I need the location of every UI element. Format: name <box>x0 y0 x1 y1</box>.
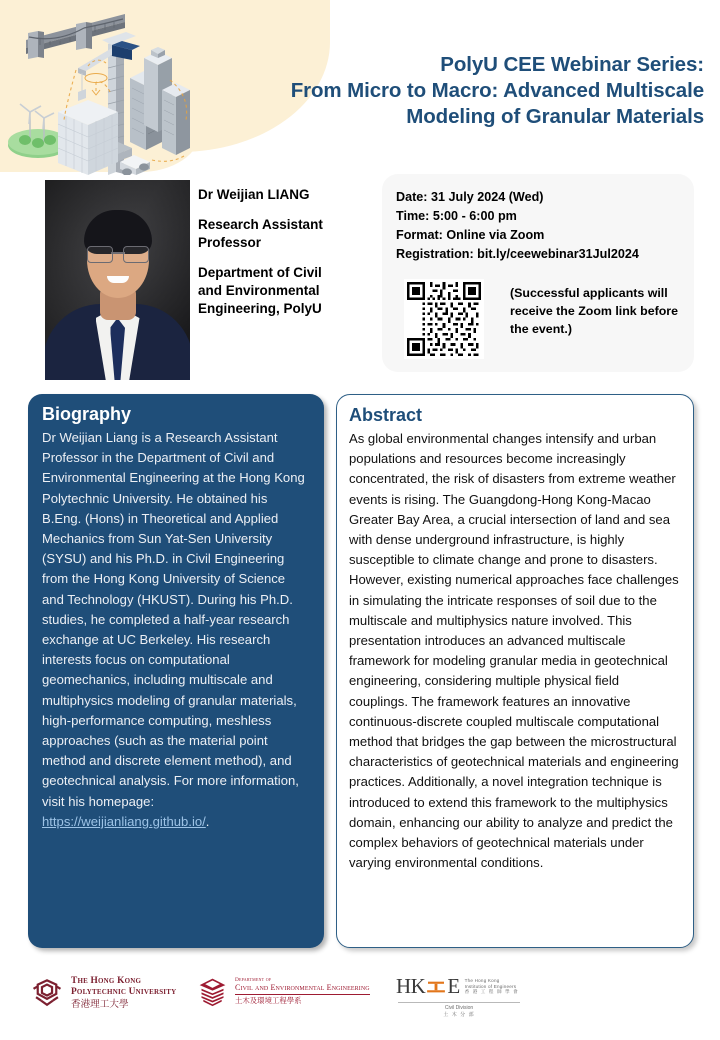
title-line-3: Modeling of Granular Materials <box>406 105 704 128</box>
event-format: Format: Online via Zoom <box>396 228 545 242</box>
hkie-division-english: Civil Division <box>444 1004 474 1011</box>
speaker-photo <box>45 180 190 380</box>
qr-code-icon <box>407 282 481 356</box>
glasses-icon <box>87 246 149 262</box>
speaker-affiliation <box>198 264 376 318</box>
polyu-name-line-2: Polytechnic University <box>71 986 177 997</box>
polyu-logo <box>30 976 176 1010</box>
affiliation-line-3: Engineering, PolyU <box>198 301 322 316</box>
city-construction-illustration <box>0 0 200 175</box>
biography-body-before-link: Dr Weijian Liang is a Research Assistant Professor in the Department of Civil and Environmental Engineering at the Hong Kong Polytechnic University. He obtained his B.Eng. (Hons) in Theoretical and Applied Mechanics from Sun Yat-Sen University (SYSU) and his Ph.D. in Civil Engineering from the Hong Kong University of Science and Technology (HKUST). During his Ph.D. studies, he completed a half-year research exchange at UC Berkeley. His research interests focus on computational geomechanics, including multiscale and multiphysics modeling of granular materials, high-performance computing, meshless approaches (such as the material point method and discrete element method), and geotechnical analysis. For more information, visit his homepage: <box>42 430 305 809</box>
speaker-name: Dr Weijian LIANG <box>198 187 310 202</box>
biography-body-after-link: . <box>205 813 210 829</box>
speaker-details <box>198 186 376 318</box>
polyu-logo-text <box>71 976 176 1010</box>
biography-heading: Biography <box>42 404 132 424</box>
event-date: Date: 31 July 2024 (Wed) <box>396 190 544 204</box>
cee-name-chinese: 土木及環境工程學系 <box>235 995 302 1005</box>
qr-note: (Successful applicants will receive the Zoom link before the event.) <box>510 286 679 336</box>
biography-panel <box>28 394 324 948</box>
event-info-card <box>382 174 694 372</box>
hkie-wordmark-right: E <box>447 974 460 998</box>
biography-text <box>42 428 310 832</box>
poster-footer <box>0 962 720 1040</box>
hkie-name-line-2: Institution of Engineers <box>464 983 517 989</box>
speaker-role <box>198 216 376 252</box>
hkie-divider <box>398 1002 520 1003</box>
speaker-role-line-2: Professor <box>198 235 262 250</box>
title-line-1: PolyU CEE Webinar Series: <box>440 53 704 76</box>
registration-qr-code[interactable] <box>404 279 484 359</box>
polyu-name-line-1: The Hong Kong <box>71 976 142 986</box>
title-line-2: From Micro to Macro: Advanced Multiscale <box>290 79 704 102</box>
homepage-link[interactable]: https://weijianliang.github.io/ <box>42 813 206 829</box>
cee-department-logo <box>196 975 370 1008</box>
hkie-bridge-icon <box>426 979 446 995</box>
abstract-panel <box>336 394 694 948</box>
event-info-lines <box>396 188 688 264</box>
speaker-smile <box>107 276 129 283</box>
affiliation-line-2: and Environmental <box>198 283 320 298</box>
hkie-wordmark-row <box>396 974 520 999</box>
affiliation-line-1: Department of Civil <box>198 265 322 280</box>
page-title <box>184 52 704 130</box>
hkie-name-chinese: 香 港 工 程 師 學 會 <box>464 989 519 995</box>
abstract-heading: Abstract <box>349 405 423 425</box>
hkie-division-chinese: 土 木 分 部 <box>443 1011 475 1018</box>
event-registration-link[interactable]: Registration: bit.ly/ceewebinar31Jul2024 <box>396 247 639 261</box>
cee-name-line-2: Civil and Environmental Engineering <box>235 983 370 995</box>
event-time: Time: 5:00 - 6:00 pm <box>396 209 517 223</box>
cee-name-line-1: Department of <box>235 977 272 983</box>
speaker-role-line-1: Research Assistant <box>198 217 323 232</box>
cee-logo-text <box>235 975 370 1005</box>
abstract-text: As global environmental changes intensify and urban populations and resources become increasingly concentrated, the risk of disasters from extreme weather events is rising. The Guangdong-Hong Kong-Macao Greater Bay Area, a crucial intersection of land and sea with dense underground infrastructure, is highly susceptible to climate change and prone to disasters. However, existing numerical approaches face challenges in simulating the intricate responses of soil due to the multiscale and multiphysics nature involved. This presentation introduces an advanced multiscale framework for modeling granular media in geotechnical engineering, considering multiple physical field couplings. The framework features an innovative continuous-discrete coupled multiscale computational method that bridges the gap between the microstructural characteristics of geotechnical materials and engineering practices. Additionally, a novel integration technique is introduced to extend this framework to the multiphysics domain, enhancing our ability to analyze and predict the complex behaviors of geotechnical materials under varying environmental conditions. <box>349 431 679 871</box>
hkie-logo <box>396 974 520 1018</box>
hkie-division-block <box>398 1005 520 1018</box>
hkie-name-block <box>465 978 519 995</box>
cee-emblem-icon <box>196 975 229 1008</box>
polyu-emblem-icon <box>30 977 64 1009</box>
polyu-name-chinese: 香港理工大學 <box>71 998 129 1010</box>
hkie-wordmark-left: HK <box>396 974 426 998</box>
poster-header <box>0 0 720 172</box>
hkie-name-line-1: The Hong Kong <box>464 977 500 983</box>
